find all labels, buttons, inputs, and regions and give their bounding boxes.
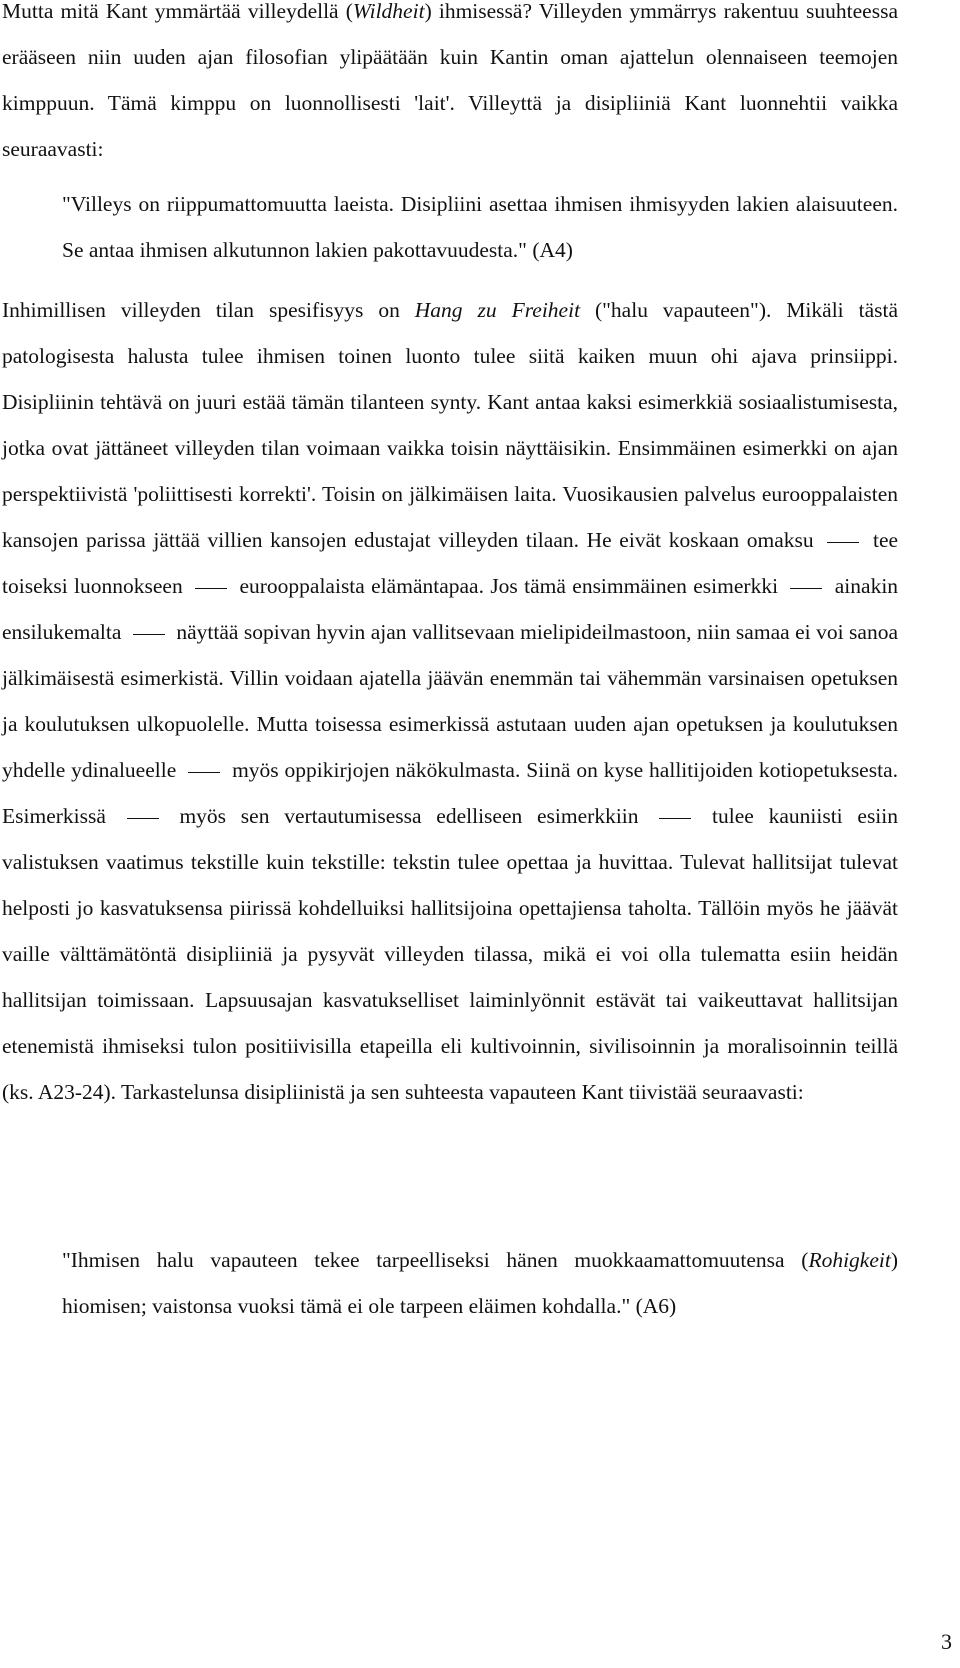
block-quote-vapaus-text-2: ) hiomisen; vaistonsa vuoksi tämä ei ole tarpeen eläimen kohdalla." (A6)	[62, 1248, 898, 1318]
paragraph-main-text-8: myös sen vertautumisessa edelliseen esimerkkiin	[179, 804, 639, 828]
paragraph-main-text-4: eurooppalaista elämäntapaa. Jos tämä ensimmäinen esimerkki	[239, 574, 779, 598]
em-dash-7	[659, 818, 691, 819]
rohigkeit-term: Rohigkeit	[808, 1248, 891, 1272]
em-dash-6	[127, 818, 159, 819]
paragraph-main	[2, 287, 898, 1115]
block-quote-vapaus	[62, 1237, 898, 1329]
em-dash-5	[188, 772, 220, 773]
paragraph-main-text-5: ainakin ensilukemalta	[2, 574, 899, 644]
paragraph-main-text-1: Inhimillisen villeyden tilan spesifisyys on	[2, 298, 415, 322]
block-quote-vapaus-text-1: "Ihmisen halu vapauteen tekee tarpeelliseksi hänen muokkaamattomuutensa (	[62, 1248, 809, 1272]
paragraph-main-text-2: ("halu vapauteen"). Mikäli tästä patologisesta halusta tulee ihmisen toinen luonto tulee siitä kaiken muun ohi ajava prinsiippi. Disipliinin tehtävä on juuri estää tämän tilanteen synty. Kant antaa kaksi esimerkkiä sosiaalistumisesta, jotka ovat jättäneet villeyden tilan voimaan vaikka toisin näyttäisikin. Ensimmäinen esimerkki on ajan perspektiivistä 'poliittisesti korrekti'. Toisin on jälkimäisen laita. Vuosikausien palvelus eurooppalaisten kansojen parissa jättää villien kansojen edustajat villeyden tilaan. He eivät koskaan omaksu	[2, 298, 899, 552]
em-dash-2	[195, 588, 227, 589]
hang-zu-freiheit-term: Hang zu Freiheit	[414, 298, 581, 322]
em-dash-3	[790, 588, 822, 589]
paragraph-intro-text-1: Mutta mitä Kant ymmärtää villeydellä (	[2, 0, 353, 23]
paragraph-main-text-7: myös oppikirjojen näkökulmasta. Siinä on kyse hallitijoiden kotiopetuksesta. Esimerkissä	[2, 758, 898, 828]
wildheit-term: Wildheit	[352, 0, 425, 23]
paragraph-main-text-6: näyttää sopivan hyvin ajan vallitsevaan mielipideilmastoon, niin samaa ei voi sanoa jälkimäisestä esimerkistä. Villin voidaan ajatella jäävän enemmän tai vähemmän varsinaisen opetuksen ja koulutuksen ulkopuolelle. Mutta toisessa esimerkissä astutaan uuden ajan opetuksen ja koulutuksen yhdelle ydinalueelle	[2, 620, 899, 782]
page-number: 3	[941, 1629, 952, 1654]
block-quote-villeys	[62, 181, 898, 273]
block-quote-villeys-text: "Villeys on riippumattomuutta laeista. Disipliini asettaa ihmisen ihmisyyden lakien alaisuuteen. Se antaa ihmisen alkutunnon lakien pakottavuudesta." (A4)	[62, 192, 898, 262]
paragraph-main-text-9: tulee kauniisti esiin valistuksen vaatimus tekstille kuin tekstille: tekstin tulee opettaa ja huvittaa. Tulevat hallitsijat tulevat helposti jo kasvatuksensa piirissä kohdelluiksi hallitsijoina opettajiensa taholta. Tällöin myös he jäävät vaille välttämätöntä disipliiniä ja pysyvät villeyden tilassa, mikä ei voi olla tulematta esiin heidän hallitsijan toimissaan. Lapsuusajan kasvatukselliset laiminlyönnit estävät tai vaikeuttavat hallitsijan etenemistä ihmiseksi tulon positiivisilla etapeilla eli kultivoinnin, sivilisoinnin ja moralisoinnin teillä (ks. A23-24). Tarkastelunsa disipliinistä ja sen suhteesta vapauteen Kant tiivistää seuraavasti:	[2, 804, 899, 1104]
paragraph-intro	[2, 0, 898, 172]
em-dash-1	[827, 542, 859, 543]
paragraph-main-text-3: tee toiseksi luonnokseen	[2, 528, 899, 598]
em-dash-4	[133, 634, 165, 635]
paragraph-intro-text-2: ) ihmisessä? Villeyden ymmärrys rakentuu suuhteessa erääseen niin uuden ajan filosofian ylipäätään kuin Kantin oman ajattelun olennaiseen teemojen kimppuun. Tämä kimppu on luonnollisesti 'lait'. Villeyttä ja disipliiniä Kant luonnehtii vaikka seuraavasti:	[2, 0, 898, 161]
